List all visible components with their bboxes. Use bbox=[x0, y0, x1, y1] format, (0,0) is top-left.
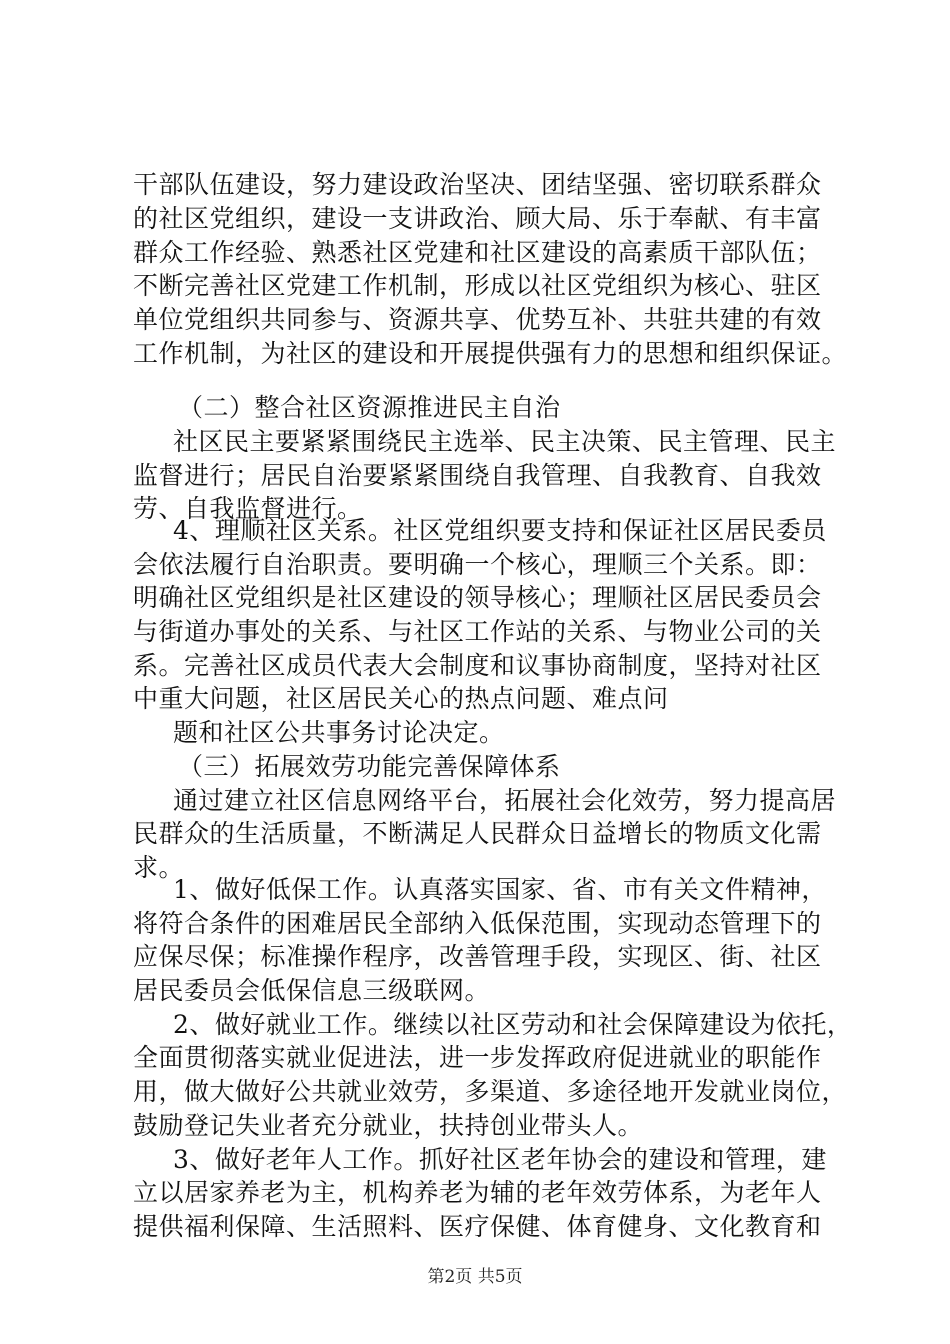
paragraph-line: 1、做好低保工作。认真落实国家、省、市有关文件精神， bbox=[173, 875, 827, 904]
paragraph-line: 求。 bbox=[133, 853, 185, 882]
paragraph-line: 4、理顺社区关系。社区党组织要支持和保证社区居民委员 bbox=[173, 516, 827, 545]
paragraph-line: 干部队伍建设，努力建设政治坚决、团结坚强、密切联系群众 bbox=[133, 170, 822, 199]
paragraph-line: 居民委员会低保信息三级联网。 bbox=[133, 976, 491, 1005]
paragraph-line: 3、做好老年人工作。抓好社区老年协会的建设和管理，建 bbox=[173, 1145, 827, 1174]
paragraph-line: 劳、自我监督进行。 bbox=[133, 494, 363, 523]
paragraph-line: 全面贯彻落实就业促进法，进一步发挥政府促进就业的职能作 bbox=[133, 1043, 822, 1072]
paragraph-line: 将符合条件的困难居民全部纳入低保范围，实现动态管理下的 bbox=[133, 909, 822, 938]
paragraph-line: 民群众的生活质量，不断满足人民群众日益增长的物质文化需 bbox=[133, 819, 822, 848]
paragraph-line: 用，做大做好公共就业效劳，多渠道、多途径地开发就业岗位， bbox=[133, 1077, 848, 1106]
paragraph-line: 监督进行；居民自治要紧紧围绕自我管理、自我教育、自我效 bbox=[133, 461, 822, 490]
paragraph-line: 明确社区党组织是社区建设的领导核心；理顺社区居民委员会 bbox=[133, 583, 822, 612]
paragraph-line: 社区民主要紧紧围绕民主选举、民主决策、民主管理、民主 bbox=[173, 427, 837, 456]
paragraph-line: 中重大问题，社区居民关心的热点问题、难点问 bbox=[133, 684, 669, 713]
paragraph-line: 题和社区公共事务讨论决定。 bbox=[173, 718, 505, 747]
section-heading: （二）整合社区资源推进民主自治 bbox=[178, 393, 561, 422]
paragraph-line: 应保尽保；标准操作程序，改善管理手段，实现区、街、社区 bbox=[133, 942, 822, 971]
paragraph-line: 鼓励登记失业者充分就业，扶持创业带头人。 bbox=[133, 1111, 644, 1140]
paragraph-line: 与街道办事处的关系、与社区工作站的关系、与物业公司的关 bbox=[133, 617, 822, 646]
paragraph-line: 系。完善社区成员代表大会制度和议事协商制度，坚持对社区 bbox=[133, 651, 822, 680]
paragraph-line: 立以居家养老为主，机构养老为辅的老年效劳体系，为老年人 bbox=[133, 1178, 822, 1207]
paragraph-line: 群众工作经验、熟悉社区党建和社区建设的高素质干部队伍； bbox=[133, 238, 822, 267]
section-heading: （三）拓展效劳功能完善保障体系 bbox=[178, 752, 561, 781]
paragraph-line: 提供福利保障、生活照料、医疗保健、体育健身、文化教育和 bbox=[133, 1212, 822, 1241]
paragraph-line: 单位党组织共同参与、资源共享、优势互补、共驻共建的有效 bbox=[133, 305, 822, 334]
paragraph-line: 不断完善社区党建工作机制，形成以社区党组织为核心、驻区 bbox=[133, 271, 822, 300]
page-footer: 第2页 共5页 bbox=[427, 1267, 523, 1287]
paragraph-line: 工作机制，为社区的建设和开展提供强有力的思想和组织保证。 bbox=[133, 339, 848, 368]
paragraph-line: 2、做好就业工作。继续以社区劳动和社会保障建设为依托， bbox=[173, 1010, 853, 1039]
paragraph-line: 的社区党组织，建设一支讲政治、顾大局、乐于奉献、有丰富 bbox=[133, 204, 822, 233]
paragraph-line: 通过建立社区信息网络平台，拓展社会化效劳，努力提高居 bbox=[173, 786, 837, 815]
paragraph-line: 会依法履行自治职责。要明确一个核心，理顺三个关系。即： bbox=[133, 550, 822, 579]
